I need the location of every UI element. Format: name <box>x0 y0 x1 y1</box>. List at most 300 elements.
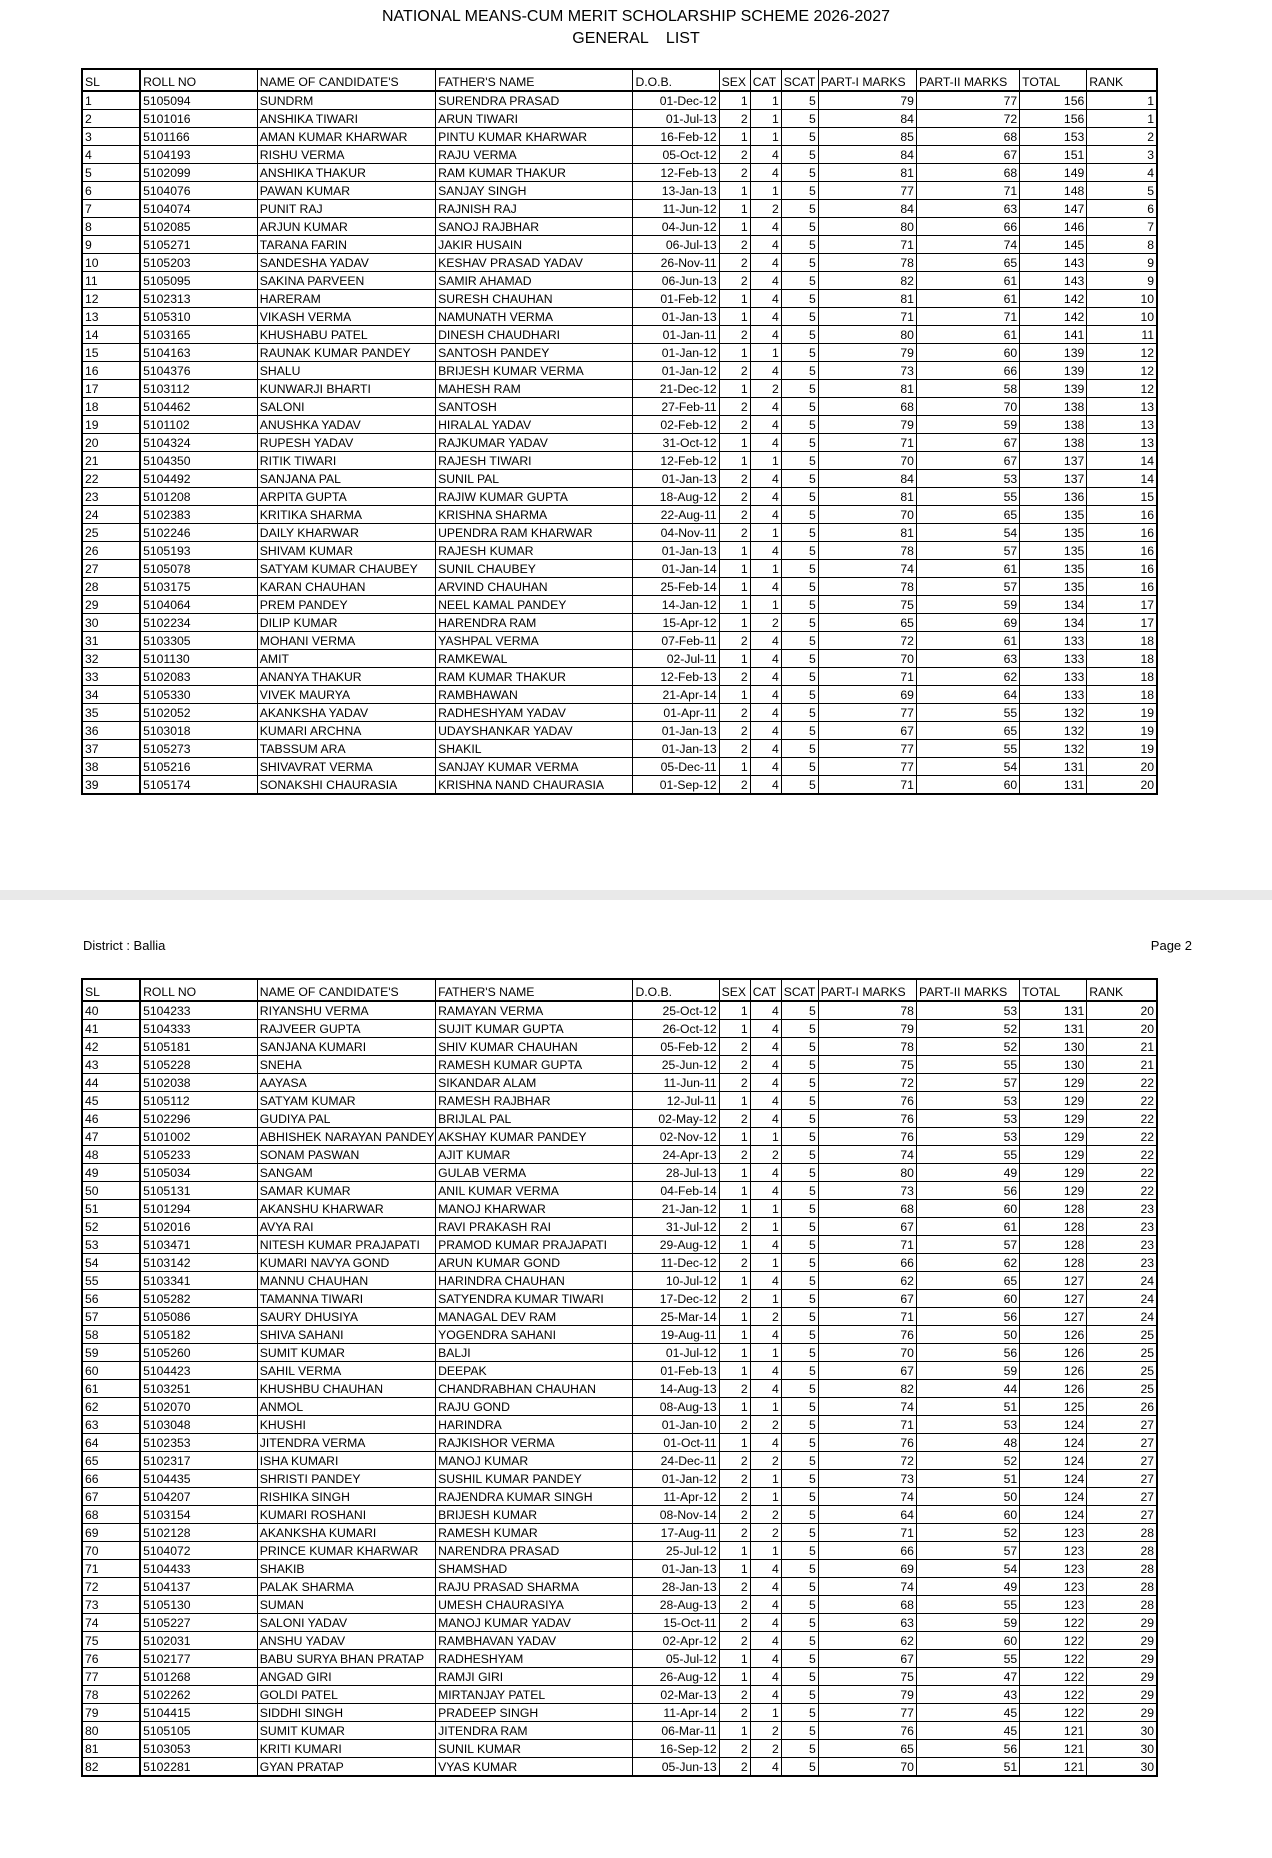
cell-part1-marks: 81 <box>818 524 916 542</box>
cell-part1-marks: 63 <box>818 1614 916 1632</box>
cell-part1-marks: 72 <box>818 632 916 650</box>
cell-sex: 2 <box>719 632 750 650</box>
column-header-sex: SEX <box>719 69 750 91</box>
cell-part1-marks: 76 <box>818 1434 916 1452</box>
cell-sl: 61 <box>82 1380 140 1398</box>
cell-sex: 1 <box>719 1308 750 1326</box>
cell-candidate-name: KRITIKA SHARMA <box>257 506 435 524</box>
cell-rank: 12 <box>1087 344 1157 362</box>
cell-father-name: RAMESH RAJBHAR <box>436 1092 633 1110</box>
cell-scat: 5 <box>781 1380 818 1398</box>
cell-total: 123 <box>1020 1578 1087 1596</box>
cell-dob: 25-Feb-14 <box>633 578 719 596</box>
cell-scat: 5 <box>781 632 818 650</box>
cell-part1-marks: 76 <box>818 1092 916 1110</box>
cell-cat: 4 <box>750 1110 781 1128</box>
cell-total: 122 <box>1020 1668 1087 1686</box>
cell-part2-marks: 53 <box>916 470 1019 488</box>
cell-sex: 1 <box>719 1398 750 1416</box>
cell-part1-marks: 70 <box>818 506 916 524</box>
cell-father-name: SANTOSH PANDEY <box>436 344 633 362</box>
table-row <box>82 1218 1157 1236</box>
table-row <box>82 91 1157 110</box>
cell-part2-marks: 77 <box>916 91 1019 110</box>
column-header-scat: SCAT <box>781 69 818 91</box>
cell-father-name: MANOJ KUMAR YADAV <box>436 1614 633 1632</box>
cell-dob: 17-Dec-12 <box>633 1290 719 1308</box>
cell-cat: 4 <box>750 470 781 488</box>
cell-sl: 7 <box>82 200 140 218</box>
table-row <box>82 1596 1157 1614</box>
cell-dob: 05-Dec-11 <box>633 758 719 776</box>
cell-sex: 2 <box>719 1038 750 1056</box>
cell-dob: 02-Apr-12 <box>633 1632 719 1650</box>
table-row <box>82 740 1157 758</box>
cell-roll-no: 5105105 <box>140 1722 257 1740</box>
cell-candidate-name: SAURY DHUSIYA <box>257 1308 435 1326</box>
cell-part2-marks: 71 <box>916 308 1019 326</box>
cell-sex: 1 <box>719 290 750 308</box>
cell-sl: 48 <box>82 1146 140 1164</box>
cell-total: 129 <box>1020 1128 1087 1146</box>
cell-candidate-name: ANMOL <box>257 1398 435 1416</box>
cell-dob: 02-Nov-12 <box>633 1128 719 1146</box>
cell-scat: 5 <box>781 1110 818 1128</box>
cell-dob: 02-Mar-13 <box>633 1686 719 1704</box>
cell-dob: 21-Dec-12 <box>633 380 719 398</box>
table-row <box>82 686 1157 704</box>
cell-part2-marks: 61 <box>916 1218 1019 1236</box>
column-header-sex: SEX <box>719 979 750 1001</box>
column-header-father-name: FATHER'S NAME <box>436 979 633 1001</box>
cell-total: 123 <box>1020 1524 1087 1542</box>
cell-scat: 5 <box>781 1398 818 1416</box>
cell-father-name: RAMESH KUMAR <box>436 1524 633 1542</box>
cell-scat: 5 <box>781 91 818 110</box>
cell-total: 135 <box>1020 524 1087 542</box>
column-header-candidate-name: NAME OF CANDIDATE'S <box>257 979 435 1001</box>
cell-rank: 15 <box>1087 488 1157 506</box>
cell-rank: 29 <box>1087 1632 1157 1650</box>
cell-part1-marks: 77 <box>818 704 916 722</box>
cell-father-name: BRIJESH KUMAR VERMA <box>436 362 633 380</box>
cell-part2-marks: 51 <box>916 1758 1019 1777</box>
cell-roll-no: 5105182 <box>140 1326 257 1344</box>
cell-scat: 5 <box>781 1506 818 1524</box>
cell-total: 124 <box>1020 1434 1087 1452</box>
cell-sl: 26 <box>82 542 140 560</box>
cell-part2-marks: 59 <box>916 416 1019 434</box>
cell-rank: 28 <box>1087 1542 1157 1560</box>
cell-part1-marks: 71 <box>818 1308 916 1326</box>
cell-roll-no: 5101208 <box>140 488 257 506</box>
cell-rank: 12 <box>1087 362 1157 380</box>
cell-part2-marks: 44 <box>916 1380 1019 1398</box>
cell-dob: 11-Apr-14 <box>633 1704 719 1722</box>
cell-part1-marks: 82 <box>818 272 916 290</box>
cell-roll-no: 5105034 <box>140 1164 257 1182</box>
cell-scat: 5 <box>781 1614 818 1632</box>
cell-cat: 4 <box>750 1182 781 1200</box>
cell-dob: 01-Jul-13 <box>633 110 719 128</box>
cell-sl: 41 <box>82 1020 140 1038</box>
cell-total: 132 <box>1020 722 1087 740</box>
cell-part1-marks: 79 <box>818 416 916 434</box>
cell-sex: 1 <box>719 1020 750 1038</box>
cell-part1-marks: 74 <box>818 1146 916 1164</box>
cell-roll-no: 5105078 <box>140 560 257 578</box>
table-row <box>82 164 1157 182</box>
cell-roll-no: 5103471 <box>140 1236 257 1254</box>
cell-rank: 22 <box>1087 1128 1157 1146</box>
table-row <box>82 362 1157 380</box>
cell-cat: 4 <box>750 632 781 650</box>
cell-total: 127 <box>1020 1272 1087 1290</box>
cell-rank: 20 <box>1087 776 1157 795</box>
cell-scat: 5 <box>781 1452 818 1470</box>
cell-rank: 16 <box>1087 524 1157 542</box>
cell-rank: 16 <box>1087 578 1157 596</box>
column-header-cat: CAT <box>750 69 781 91</box>
cell-scat: 5 <box>781 362 818 380</box>
cell-sex: 1 <box>719 1182 750 1200</box>
cell-rank: 17 <box>1087 614 1157 632</box>
cell-dob: 25-Jul-12 <box>633 1542 719 1560</box>
cell-cat: 4 <box>750 362 781 380</box>
cell-part1-marks: 81 <box>818 290 916 308</box>
cell-total: 131 <box>1020 1020 1087 1038</box>
cell-cat: 4 <box>750 1668 781 1686</box>
cell-part1-marks: 84 <box>818 470 916 488</box>
cell-sex: 2 <box>719 506 750 524</box>
cell-roll-no: 5104376 <box>140 362 257 380</box>
cell-rank: 16 <box>1087 542 1157 560</box>
cell-part2-marks: 59 <box>916 1614 1019 1632</box>
cell-roll-no: 5103154 <box>140 1506 257 1524</box>
cell-part2-marks: 68 <box>916 164 1019 182</box>
cell-candidate-name: GUDIYA PAL <box>257 1110 435 1128</box>
cell-total: 131 <box>1020 758 1087 776</box>
cell-part2-marks: 52 <box>916 1452 1019 1470</box>
cell-roll-no: 5102085 <box>140 218 257 236</box>
cell-roll-no: 5104072 <box>140 1542 257 1560</box>
cell-sl: 9 <box>82 236 140 254</box>
cell-sl: 1 <box>82 91 140 110</box>
cell-cat: 2 <box>750 380 781 398</box>
cell-cat: 1 <box>750 91 781 110</box>
cell-cat: 4 <box>750 218 781 236</box>
cell-roll-no: 5101268 <box>140 1668 257 1686</box>
cell-rank: 21 <box>1087 1056 1157 1074</box>
table-row <box>82 452 1157 470</box>
cell-father-name: AJIT KUMAR <box>436 1146 633 1164</box>
cell-dob: 24-Apr-13 <box>633 1146 719 1164</box>
cell-scat: 5 <box>781 398 818 416</box>
cell-father-name: RAJU GOND <box>436 1398 633 1416</box>
column-header-roll-no: ROLL NO <box>140 69 257 91</box>
cell-scat: 5 <box>781 1578 818 1596</box>
cell-part2-marks: 49 <box>916 1164 1019 1182</box>
cell-part2-marks: 53 <box>916 1110 1019 1128</box>
cell-total: 141 <box>1020 326 1087 344</box>
cell-candidate-name: RITIK TIWARI <box>257 452 435 470</box>
cell-roll-no: 5104233 <box>140 1001 257 1020</box>
cell-sl: 79 <box>82 1704 140 1722</box>
cell-sl: 58 <box>82 1326 140 1344</box>
cell-rank: 5 <box>1087 182 1157 200</box>
cell-roll-no: 5102070 <box>140 1398 257 1416</box>
cell-rank: 30 <box>1087 1740 1157 1758</box>
cell-roll-no: 5105112 <box>140 1092 257 1110</box>
cell-rank: 30 <box>1087 1758 1157 1777</box>
cell-rank: 27 <box>1087 1434 1157 1452</box>
cell-sl: 43 <box>82 1056 140 1074</box>
table-row <box>82 470 1157 488</box>
cell-part1-marks: 76 <box>818 1326 916 1344</box>
cell-part1-marks: 77 <box>818 758 916 776</box>
cell-candidate-name: HARERAM <box>257 290 435 308</box>
cell-total: 137 <box>1020 470 1087 488</box>
cell-dob: 05-Feb-12 <box>633 1038 719 1056</box>
cell-rank: 25 <box>1087 1326 1157 1344</box>
cell-sl: 5 <box>82 164 140 182</box>
cell-sl: 45 <box>82 1092 140 1110</box>
table-row <box>82 326 1157 344</box>
cell-part1-marks: 73 <box>818 1470 916 1488</box>
cell-candidate-name: ANANYA THAKUR <box>257 668 435 686</box>
cell-sex: 1 <box>719 91 750 110</box>
cell-father-name: ARUN KUMAR GOND <box>436 1254 633 1272</box>
table-row <box>82 1542 1157 1560</box>
cell-roll-no: 5101016 <box>140 110 257 128</box>
cell-rank: 29 <box>1087 1704 1157 1722</box>
cell-dob: 21-Apr-14 <box>633 686 719 704</box>
document-title: NATIONAL MEANS-CUM MERIT SCHOLARSHIP SCHEME 2026-2027 <box>382 8 890 25</box>
cell-sl: 81 <box>82 1740 140 1758</box>
table-row <box>82 1020 1157 1038</box>
cell-sex: 1 <box>719 1434 750 1452</box>
cell-dob: 01-Jan-13 <box>633 722 719 740</box>
cell-total: 139 <box>1020 344 1087 362</box>
cell-father-name: RAM KUMAR THAKUR <box>436 164 633 182</box>
cell-scat: 5 <box>781 434 818 452</box>
cell-scat: 5 <box>781 614 818 632</box>
cell-sex: 2 <box>719 236 750 254</box>
cell-candidate-name: GYAN PRATAP <box>257 1758 435 1777</box>
cell-total: 127 <box>1020 1308 1087 1326</box>
cell-dob: 12-Feb-13 <box>633 164 719 182</box>
cell-part1-marks: 74 <box>818 1398 916 1416</box>
cell-scat: 5 <box>781 470 818 488</box>
cell-rank: 24 <box>1087 1290 1157 1308</box>
cell-roll-no: 5104423 <box>140 1362 257 1380</box>
cell-candidate-name: PREM PANDEY <box>257 596 435 614</box>
cell-candidate-name: ABHISHEK NARAYAN PANDEY <box>257 1128 435 1146</box>
cell-total: 135 <box>1020 560 1087 578</box>
table-row <box>82 1524 1157 1542</box>
table-row <box>82 1704 1157 1722</box>
cell-roll-no: 5103341 <box>140 1272 257 1290</box>
cell-cat: 4 <box>750 704 781 722</box>
cell-cat: 4 <box>750 1326 781 1344</box>
cell-sl: 27 <box>82 560 140 578</box>
cell-candidate-name: SAKINA PARVEEN <box>257 272 435 290</box>
cell-candidate-name: RUPESH YADAV <box>257 434 435 452</box>
cell-sex: 2 <box>719 1056 750 1074</box>
cell-sl: 33 <box>82 668 140 686</box>
cell-dob: 05-Jul-12 <box>633 1650 719 1668</box>
cell-father-name: RAMKEWAL <box>436 650 633 668</box>
cell-father-name: SANJAY KUMAR VERMA <box>436 758 633 776</box>
cell-scat: 5 <box>781 308 818 326</box>
table-row <box>82 524 1157 542</box>
cell-total: 147 <box>1020 200 1087 218</box>
table-row <box>82 1308 1157 1326</box>
table-header-row <box>82 979 1157 1001</box>
cell-cat: 4 <box>750 236 781 254</box>
cell-roll-no: 5103175 <box>140 578 257 596</box>
cell-rank: 2 <box>1087 128 1157 146</box>
cell-cat: 4 <box>750 542 781 560</box>
cell-part2-marks: 60 <box>916 1632 1019 1650</box>
cell-roll-no: 5102317 <box>140 1452 257 1470</box>
table-row <box>82 506 1157 524</box>
cell-sl: 3 <box>82 128 140 146</box>
cell-part2-marks: 60 <box>916 344 1019 362</box>
table-row <box>82 1362 1157 1380</box>
merit-table-page-1 <box>81 68 1158 795</box>
cell-cat: 2 <box>750 1308 781 1326</box>
cell-father-name: HARENDRA RAM <box>436 614 633 632</box>
cell-part1-marks: 77 <box>818 182 916 200</box>
cell-candidate-name: AKANKSHA KUMARI <box>257 1524 435 1542</box>
cell-rank: 23 <box>1087 1218 1157 1236</box>
cell-candidate-name: AMAN KUMAR KHARWAR <box>257 128 435 146</box>
cell-sex: 2 <box>719 776 750 795</box>
cell-candidate-name: SHALU <box>257 362 435 380</box>
table-header-row <box>82 69 1157 91</box>
cell-candidate-name: AKANSHU KHARWAR <box>257 1200 435 1218</box>
cell-scat: 5 <box>781 452 818 470</box>
cell-total: 131 <box>1020 1001 1087 1020</box>
cell-dob: 25-Jun-12 <box>633 1056 719 1074</box>
cell-rank: 1 <box>1087 91 1157 110</box>
cell-dob: 15-Oct-11 <box>633 1614 719 1632</box>
cell-part1-marks: 72 <box>818 1074 916 1092</box>
cell-total: 138 <box>1020 434 1087 452</box>
cell-rank: 1 <box>1087 110 1157 128</box>
cell-part1-marks: 65 <box>818 1740 916 1758</box>
cell-total: 126 <box>1020 1362 1087 1380</box>
cell-total: 122 <box>1020 1650 1087 1668</box>
cell-father-name: SANJAY SINGH <box>436 182 633 200</box>
column-header-part1-marks: PART-I MARKS <box>818 69 916 91</box>
cell-dob: 13-Jan-13 <box>633 182 719 200</box>
cell-cat: 4 <box>750 434 781 452</box>
cell-candidate-name: SALONI <box>257 398 435 416</box>
cell-sl: 80 <box>82 1722 140 1740</box>
cell-cat: 4 <box>750 1650 781 1668</box>
cell-roll-no: 5104333 <box>140 1020 257 1038</box>
cell-scat: 5 <box>781 1182 818 1200</box>
table-row <box>82 434 1157 452</box>
cell-roll-no: 5102177 <box>140 1650 257 1668</box>
cell-scat: 5 <box>781 1488 818 1506</box>
cell-sex: 1 <box>719 128 750 146</box>
cell-candidate-name: ARJUN KUMAR <box>257 218 435 236</box>
cell-dob: 06-Mar-11 <box>633 1722 719 1740</box>
cell-father-name: SHAKIL <box>436 740 633 758</box>
cell-part2-marks: 61 <box>916 560 1019 578</box>
cell-candidate-name: ANUSHKA YADAV <box>257 416 435 434</box>
cell-total: 136 <box>1020 488 1087 506</box>
cell-part1-marks: 70 <box>818 650 916 668</box>
cell-dob: 11-Apr-12 <box>633 1488 719 1506</box>
cell-sex: 2 <box>719 1146 750 1164</box>
cell-scat: 5 <box>781 1001 818 1020</box>
cell-sl: 42 <box>82 1038 140 1056</box>
cell-candidate-name: DAILY KHARWAR <box>257 524 435 542</box>
cell-father-name: RAJENDRA KUMAR SINGH <box>436 1488 633 1506</box>
cell-part2-marks: 71 <box>916 182 1019 200</box>
cell-total: 130 <box>1020 1038 1087 1056</box>
cell-candidate-name: SATYAM KUMAR <box>257 1092 435 1110</box>
cell-cat: 1 <box>750 1128 781 1146</box>
cell-sex: 1 <box>719 1560 750 1578</box>
column-header-part2-marks: PART-II MARKS <box>916 69 1019 91</box>
cell-candidate-name: RIYANSHU VERMA <box>257 1001 435 1020</box>
cell-part2-marks: 51 <box>916 1470 1019 1488</box>
column-header-scat: SCAT <box>781 979 818 1001</box>
cell-roll-no: 5102262 <box>140 1686 257 1704</box>
table-row <box>82 1686 1157 1704</box>
cell-scat: 5 <box>781 1092 818 1110</box>
cell-cat: 4 <box>750 272 781 290</box>
cell-cat: 2 <box>750 1722 781 1740</box>
cell-rank: 22 <box>1087 1146 1157 1164</box>
cell-roll-no: 5105181 <box>140 1038 257 1056</box>
cell-sex: 1 <box>719 578 750 596</box>
cell-roll-no: 5104074 <box>140 200 257 218</box>
cell-father-name: SUNIL PAL <box>436 470 633 488</box>
cell-part1-marks: 62 <box>818 1272 916 1290</box>
cell-dob: 01-Jan-12 <box>633 344 719 362</box>
cell-father-name: SURENDRA PRASAD <box>436 91 633 110</box>
cell-total: 137 <box>1020 452 1087 470</box>
cell-sex: 1 <box>719 1344 750 1362</box>
cell-part2-marks: 65 <box>916 1272 1019 1290</box>
cell-scat: 5 <box>781 380 818 398</box>
cell-part2-marks: 61 <box>916 632 1019 650</box>
cell-part1-marks: 70 <box>818 1344 916 1362</box>
cell-part1-marks: 81 <box>818 488 916 506</box>
cell-rank: 18 <box>1087 650 1157 668</box>
cell-total: 139 <box>1020 362 1087 380</box>
cell-candidate-name: SUMAN <box>257 1596 435 1614</box>
cell-dob: 08-Aug-13 <box>633 1398 719 1416</box>
cell-dob: 01-Jan-13 <box>633 740 719 758</box>
cell-total: 128 <box>1020 1236 1087 1254</box>
cell-rank: 24 <box>1087 1272 1157 1290</box>
cell-roll-no: 5104076 <box>140 182 257 200</box>
cell-candidate-name: PALAK SHARMA <box>257 1578 435 1596</box>
cell-cat: 1 <box>750 524 781 542</box>
cell-rank: 19 <box>1087 722 1157 740</box>
cell-father-name: SUNIL KUMAR <box>436 1740 633 1758</box>
cell-sex: 1 <box>719 1236 750 1254</box>
cell-cat: 2 <box>750 1146 781 1164</box>
cell-cat: 4 <box>750 1092 781 1110</box>
